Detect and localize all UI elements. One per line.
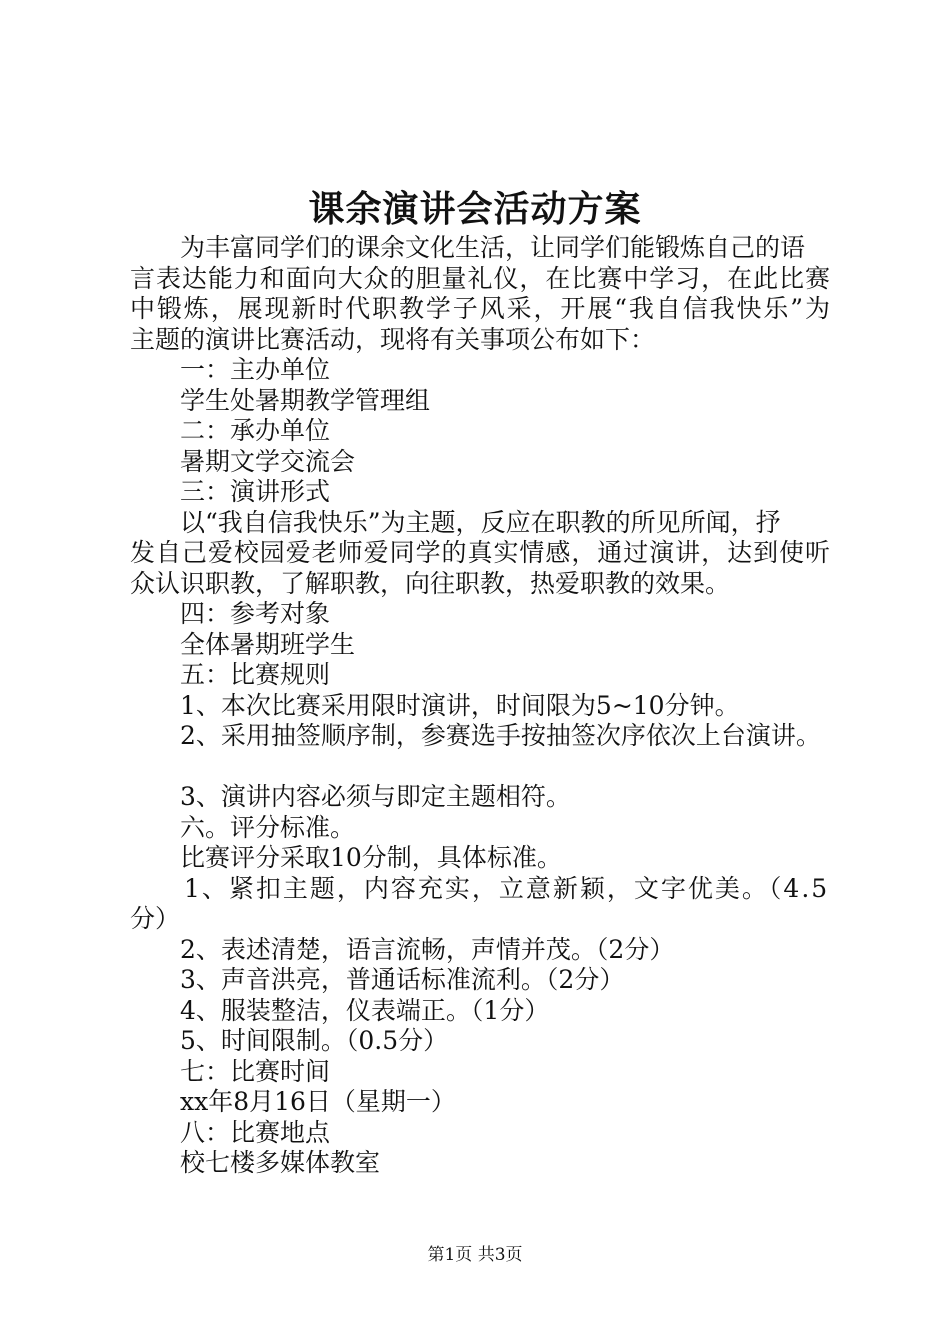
criteria-item: 3、声音洪亮，普通话标准流利。（2分）	[180, 965, 625, 994]
paragraph-line: 中锻炼，展现新时代职教学子风采，开展“我自信我快乐”为	[130, 294, 830, 323]
section-heading: 四：参考对象	[180, 599, 331, 628]
paragraph-line: 校七楼多媒体教室	[180, 1148, 381, 1177]
criteria-item-continuation: 分）	[130, 904, 181, 933]
document-title: 课余演讲会活动方案	[308, 188, 642, 230]
paragraph-line: 暑期文学交流会	[180, 447, 356, 476]
paragraph-line: 全体暑期班学生	[180, 630, 356, 659]
criteria-item: 5、时间限制。（0.5分）	[180, 1026, 449, 1055]
paragraph-line: xx年8月16日（星期一）	[180, 1087, 456, 1116]
criteria-item: 2、表述清楚，语言流畅，声情并茂。（2分）	[180, 935, 675, 964]
section-heading: 七：比赛时间	[180, 1057, 331, 1086]
rule-item: 2、采用抽签顺序制，参赛选手按抽签次序依次上台演讲。	[180, 721, 821, 750]
paragraph-line: 众认识职教，了解职教，向往职教，热爱职教的效果。	[130, 569, 731, 598]
page-number: 第1页 共3页	[427, 1245, 523, 1265]
paragraph-line: 比赛评分采取10分制，具体标准。	[180, 843, 562, 872]
section-heading: 六。评分标准。	[180, 813, 356, 842]
criteria-item: 4、服装整洁，仪表端正。（1分）	[180, 996, 550, 1025]
paragraph-line: 言表达能力和面向大众的胆量礼仪，在比赛中学习，在此比赛	[130, 264, 830, 293]
paragraph-line: 学生处暑期教学管理组	[180, 386, 431, 415]
paragraph-line: 主题的演讲比赛活动，现将有关事项公布如下：	[130, 325, 656, 354]
rule-item: 3、演讲内容必须与即定主题相符。	[180, 782, 571, 811]
section-heading: 二：承办单位	[180, 416, 331, 445]
section-heading: 一：主办单位	[180, 355, 331, 384]
section-heading: 八：比赛地点	[180, 1118, 331, 1147]
paragraph-line: 发自己爱校园爱老师爱同学的真实情感，通过演讲，达到使听	[130, 538, 830, 567]
section-heading: 五：比赛规则	[180, 660, 331, 689]
paragraph-line: 为丰富同学们的课余文化生活，让同学们能锻炼自己的语	[180, 233, 806, 262]
section-heading: 三：演讲形式	[180, 477, 331, 506]
paragraph-line: 以“我自信我快乐”为主题，反应在职教的所见所闻，抒	[180, 508, 781, 537]
rule-item: 1、本次比赛采用限时演讲，时间限为5~10分钟。	[180, 691, 740, 720]
criteria-item: 1、紧扣主题，内容充实，立意新颖，文字优美。（4.5	[184, 874, 830, 903]
